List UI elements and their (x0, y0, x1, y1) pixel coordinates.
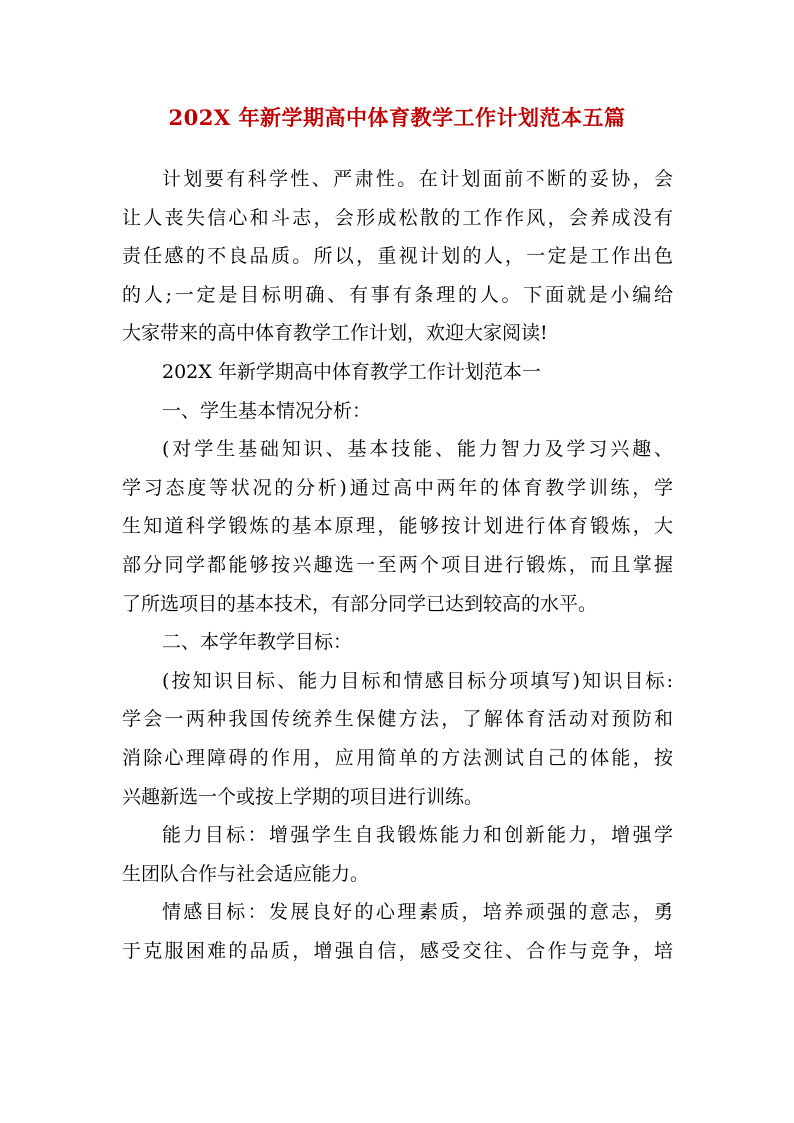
paragraph-line (122, 392, 673, 431)
paragraph-line-text: 计划要有科学性、严肃性。在计划面前不断的妥协，会 (162, 168, 673, 190)
paragraph-line (122, 199, 673, 238)
paragraph-line-text: 的人;一定是目标明确、有事有条理的人。下面就是小编给 (122, 283, 673, 306)
paragraph-line (122, 160, 673, 199)
paragraph-line (122, 237, 673, 276)
paragraph-line-text: 生团队合作与社会适应能力。 (122, 862, 370, 885)
paragraph-line (122, 546, 673, 585)
paragraph-line (122, 430, 673, 469)
paragraph-line-text: (对学生基础知识、基本技能、能力智力及学习兴趣、 (162, 438, 673, 461)
paragraph-line (122, 893, 673, 932)
paragraph-line (122, 469, 673, 508)
paragraph-line-text: 202X 年新学期高中体育教学工作计划范本一 (162, 360, 541, 383)
paragraph-line (122, 507, 673, 546)
paragraph-line-text: 让人丧失信心和斗志，会形成松散的工作作风，会养成没有 (122, 206, 673, 229)
paragraph-line-text: 能力目标：增强学生自我锻炼能力和创新能力，增强学 (162, 824, 673, 847)
paragraph-line-text: 一、学生基本情况分析： (162, 399, 372, 422)
paragraph-line (122, 276, 673, 315)
paragraph-line (122, 816, 673, 855)
paragraph-line-text: 于克服困难的品质，增强自信，感受交往、合作与竞争，培 (122, 939, 673, 962)
paragraph-line-text: (按知识目标、能力目标和情感目标分项填写)知识目标: (162, 669, 673, 692)
paragraph-line (122, 314, 673, 353)
paragraph-line (122, 778, 673, 817)
paragraph-line-text: 生知道科学锻炼的基本原理，能够按计划进行体育锻炼，大 (122, 515, 673, 538)
paragraph-line-text: 学习态度等状况的分析)通过高中两年的体育教学训练，学 (122, 476, 673, 499)
paragraph-line-text: 兴趣新选一个或按上学期的项目进行训练。 (122, 785, 484, 808)
paragraph-line (122, 700, 673, 739)
paragraph-line-text: 二、本学年教学目标： (162, 631, 353, 654)
paragraph-line (122, 585, 673, 624)
document-body (122, 160, 673, 970)
paragraph-line (122, 353, 673, 392)
paragraph-line (122, 662, 673, 701)
paragraph-line (122, 739, 673, 778)
paragraph-line (122, 855, 673, 894)
paragraph-line-text: 情感目标：发展良好的心理素质，培养顽强的意志，勇 (162, 901, 673, 924)
document-title: 202X 年新学期高中体育教学工作计划范本五篇 (168, 105, 626, 130)
paragraph-line (122, 623, 673, 662)
paragraph-line-text: 部分同学都能够按兴趣选一至两个项目进行锻炼，而且掌握 (122, 553, 673, 576)
paragraph-line-text: 学会一两种我国传统养生保健方法，了解体育活动对预防和 (122, 708, 673, 731)
paragraph-line-text: 消除心理障碍的作用，应用简单的方法测试自己的体能，按 (122, 746, 673, 769)
paragraph-line (122, 932, 673, 971)
paragraph-line-text: 责任感的不良品质。所以，重视计划的人，一定是工作出色 (122, 245, 673, 268)
paragraph-line-text: 大家带来的高中体育教学工作计划，欢迎大家阅读! (122, 322, 548, 345)
paragraph-line-text: 了所选项目的基本技术，有部分同学已达到较高的水平。 (122, 592, 598, 615)
